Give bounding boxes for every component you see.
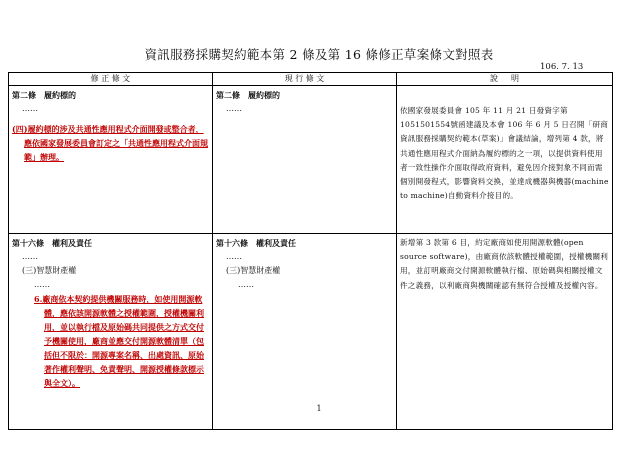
table-header-row — [9, 73, 613, 86]
revised-cell — [9, 86, 213, 234]
explanation-cell — [397, 86, 613, 234]
explanation-text: 新增第 3 款第 6 目，約定廠商如使用開源軟體(open source software)，由廠商依該軟體授權範圍，授權機關利用，並訂明廠商交付開源軟體執行檔、原始碼與相關授權文件之義務，以利廠商與機關確認有無符合授權及授權內容。 — [400, 238, 609, 290]
table-row — [9, 234, 613, 430]
current-cell — [213, 234, 397, 430]
ellipsis: …… — [22, 104, 38, 113]
revised-added-item: 6.廠商依本契約提供機關服務時，如使用開源軟體，應依該開源軟體之授權範圍，授權機關利用，並以執行檔及原始碼共同提供之方式交付予機關使用，廠商並應交付開源軟體清單（包括但不限於：開源專案名稱、出處資訊、原始著作權利聲明、免責聲明、開源授權條款標示與全文）。 — [34, 294, 204, 388]
document-title: 資訊服務採購契約範本第 2 條及第 16 條修正草案條文對照表 — [144, 47, 494, 62]
current-cell — [213, 86, 397, 234]
revised-article-heading: 第十六條 權利及責任 — [12, 238, 92, 248]
revised-subsection: (三)智慧財產權 — [22, 266, 77, 275]
document-date: 106. 7. 13 — [540, 62, 584, 72]
comparison-table — [8, 72, 613, 430]
ellipsis: …… — [22, 252, 38, 261]
revised-added-item: (四)履約標的涉及共通性應用程式介面開發或整合者，應依國家發展委員會訂定之「共通性應用程式介面規範」辦理。 — [12, 124, 208, 162]
header-explanation: 說 明 — [397, 73, 613, 86]
header-revised: 修 正 條 文 — [9, 73, 213, 86]
ellipsis: …… — [34, 280, 50, 289]
page-number: 1 — [316, 404, 322, 413]
current-article-heading: 第二條 履約標的 — [216, 90, 280, 100]
current-subsection: (三)智慧財產權 — [226, 266, 281, 275]
explanation-text: 依國家發展委員會 105 年 11 月 21 日發資字第1051501554號函建議及本會 106 年 6 月 5 日召開「研商資訊服務採購契約範本(草案)」會議結論，增列第 4 款，將共通性應用程式介面納為履約標的之一項，以提供資料使用者一致性操作介面取得政府資料，避免因介接對象不同而需個別開發程式，影響資料交換，並達成機器與機器(machine to machine)自動資料介接目的。 — [400, 106, 609, 201]
table-row — [9, 86, 613, 234]
current-article-heading: 第十六條 權利及責任 — [216, 238, 296, 248]
revised-article-heading: 第二條 履約標的 — [12, 90, 76, 100]
ellipsis: …… — [238, 280, 254, 289]
ellipsis: …… — [226, 252, 242, 261]
explanation-cell — [397, 234, 613, 430]
revised-cell — [9, 234, 213, 430]
header-current: 現 行 條 文 — [213, 73, 397, 86]
ellipsis: …… — [226, 104, 242, 113]
